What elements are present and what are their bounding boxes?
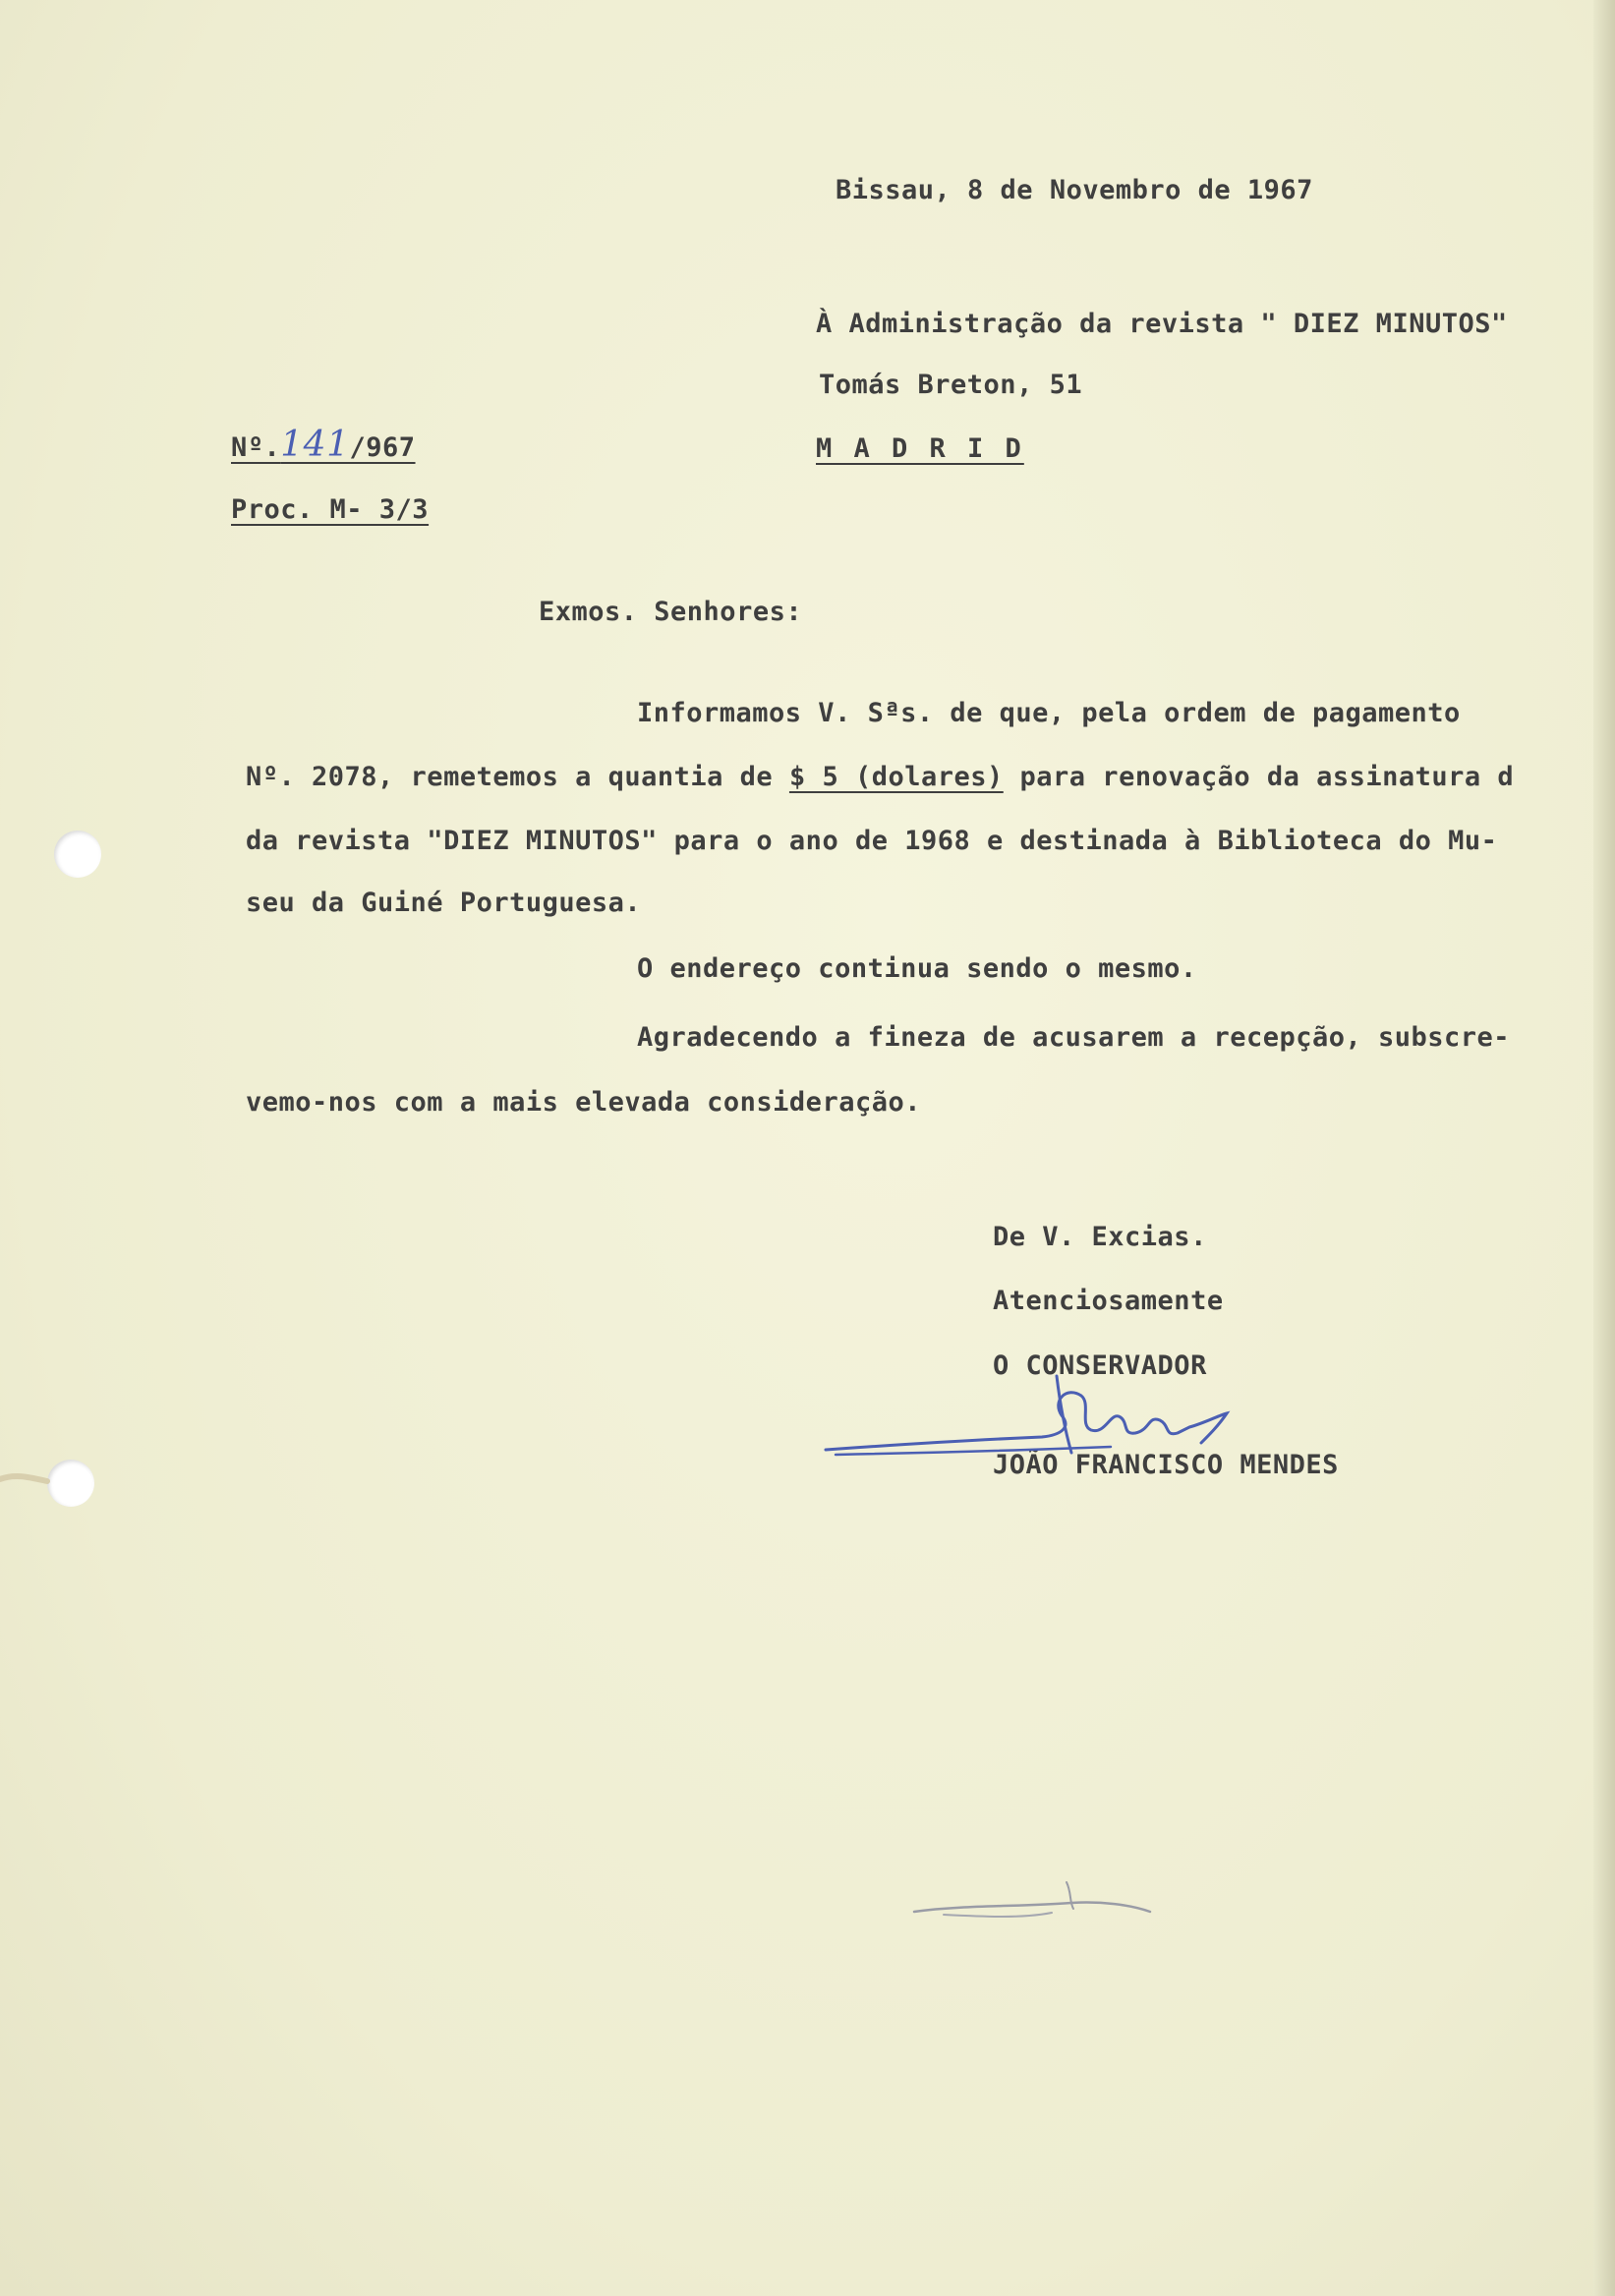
body-line-2-start: Nº. 2078, remetemos a quantia de xyxy=(246,762,774,792)
place-date: Bissau, 8 de Novembro de 1967 xyxy=(836,175,1313,205)
process-number: Proc. M- 3/3 xyxy=(231,494,430,525)
closing-title: O CONSERVADOR xyxy=(993,1350,1207,1381)
closing-line-1: De V. Excias. xyxy=(993,1222,1207,1252)
signatory-name: JOÃO FRANCISCO MENDES xyxy=(993,1450,1339,1480)
body-line-2 xyxy=(246,762,1514,792)
recipient-city: M A D R I D xyxy=(816,433,1024,464)
payment-amount: $ 5 (dolares) xyxy=(788,762,1004,792)
body-line-2-end: para renovação da assinatura d xyxy=(1019,762,1515,792)
reference-number-handwritten: 141 xyxy=(280,425,350,465)
binding-thread xyxy=(0,1460,59,1499)
body-line-3: da revista "DIEZ MINUTOS" para o ano de 1968 e destinada à Biblioteca do Mu- xyxy=(246,826,1498,856)
recipient-line-2: Tomás Breton, 51 xyxy=(819,370,1083,400)
reference-number-suffix: /967 xyxy=(349,432,416,463)
body-line-4: seu da Guiné Portuguesa. xyxy=(246,888,642,918)
recipient-line-1: À Administração da revista " DIEZ MINUTOS" xyxy=(816,309,1508,339)
paper-edge xyxy=(1593,0,1615,2296)
body-line-6: Agradecendo a fineza de acusarem a recepção, subscre- xyxy=(637,1022,1511,1053)
signature xyxy=(816,1356,1258,1464)
closing-line-2: Atenciosamente xyxy=(993,1286,1224,1316)
salutation: Exmos. Senhores: xyxy=(539,597,803,627)
body-line-1: Informamos V. Sªs. de que, pela ordem de pagamento xyxy=(637,698,1461,728)
body-line-7: vemo-nos com a mais elevada consideração. xyxy=(246,1087,921,1118)
pencil-mark xyxy=(904,1867,1160,1926)
body-line-5: O endereço continua sendo o mesmo. xyxy=(637,953,1197,984)
reference-number xyxy=(231,425,416,465)
reference-number-prefix: Nº. xyxy=(231,432,281,463)
punch-hole-top xyxy=(54,831,101,878)
